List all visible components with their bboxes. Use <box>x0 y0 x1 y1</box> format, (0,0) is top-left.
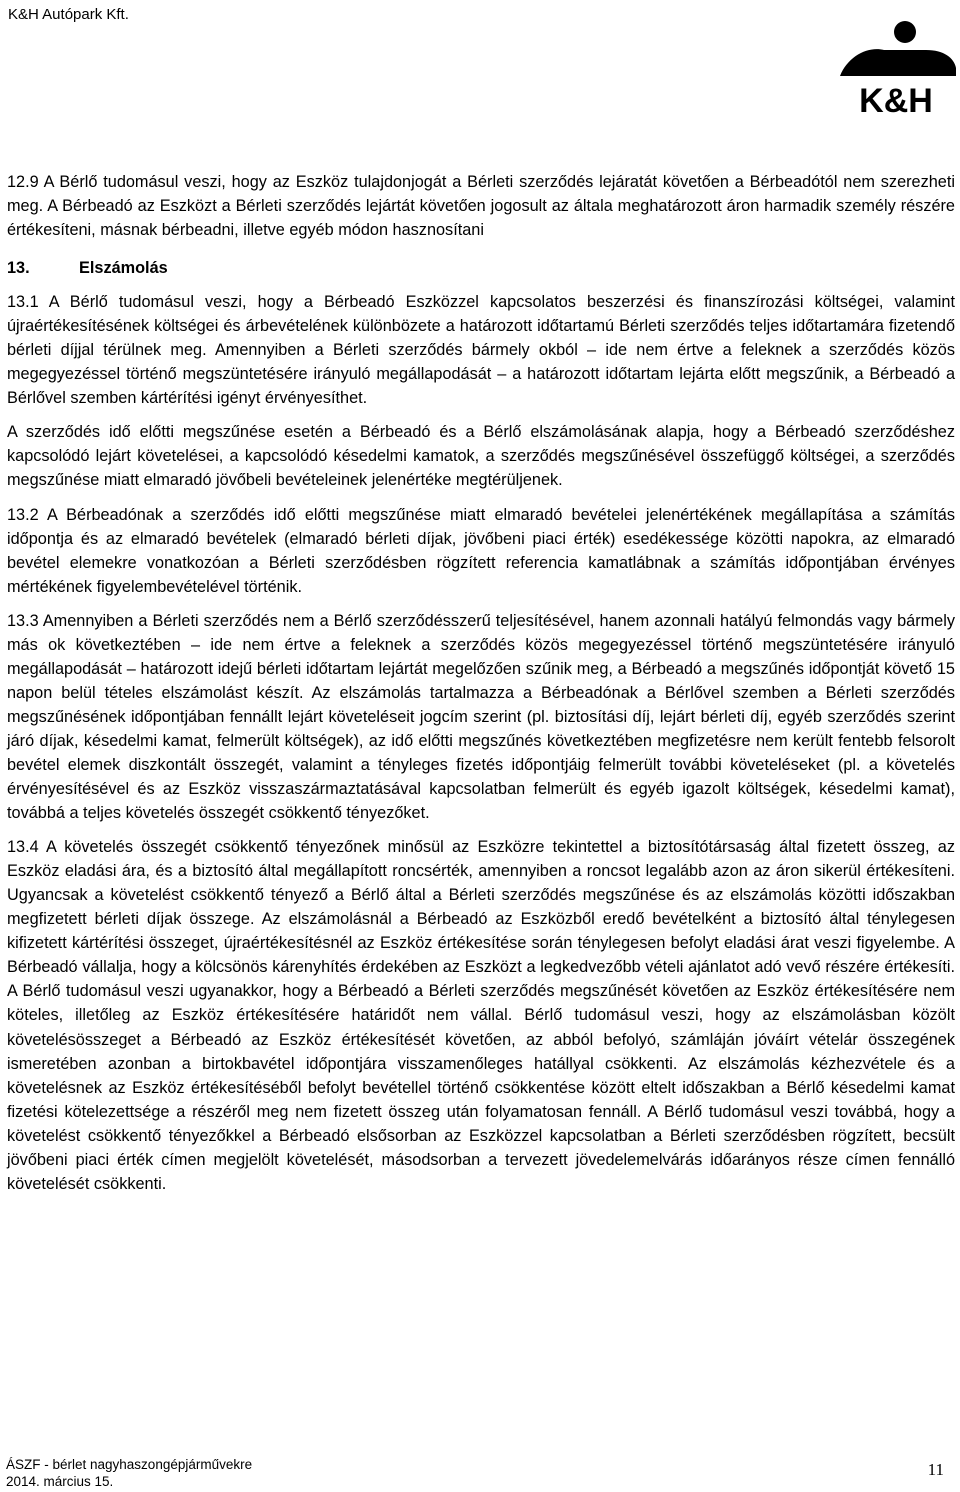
section-13-3: 13.3 Amennyiben a Bérleti szerződés nem a Bérlő szerződésszerű teljesítésével, hanem azonnali hatályú felmondás vagy bármely más ok következtében – ide nem értve a feleknek a szerződés közös megegyezéssel történő megszüntetésére irányuló megállapodását – határozott idejű bérleti időtartam lejártát megelőzően szűnik meg, a Bérbeadó a megszűnés időpontját követő 15 napon belül tételes elszámolást készít. Az elszámolás tartalmazza a Bérbeadónak a Bérlővel szemben a Bérleti szerződés megszűnésének időpontjában fennállt lejárt követeléseit jogcím szerint (pl. biztosítási díj, lejárt bérleti díj, egyéb szerződés szerint járó díjak, késedelmi kamat, felmerült költségek), az idő előtti megszűnés következtében megfizetésre nem került fentebb felsorolt bevétel elemek diszkontált összegét, valamint a tényleges fizetés időpontjáig felmerült további követeléseket (pl. a követelés érvényesítésével és az Eszköz visszaszármaztatásával kapcsolatban felmerült és egyéb igazolt költségek, késedelmi kamat), továbbá a teljes követelés összegét csökkentő tényezőket. <box>7 611 955 823</box>
logo-text: K&H <box>859 82 933 116</box>
company-name: K&H Autópark Kft. <box>8 6 129 23</box>
section-12-9: 12.9 A Bérlő tudomásul veszi, hogy az Eszköz tulajdonjogát a Bérleti szerződés lejáratát követően a Bérbeadótól nem szerezheti meg. A Bérbeadó az Eszközt a Bérleti szerződés lejártát követően jogosult az általa meghatározott áron harmadik személy részére értékesíteni, másnak bérbeadni, illetve egyéb módon hasznosítani <box>7 173 955 240</box>
footer-date: 2014. március 15. <box>6 1474 114 1489</box>
section-13-4: 13.4 A követelés összegét csökkentő tényezőnek minősül az Eszközre tekintettel a biztosítótársaság által fizetett összeg, az Eszköz eladási ára, és a biztosító által megállapított roncsérték, amennyiben a roncsot legalább azon az áron sikerül értékesíteni. Ugyancsak a követelést csökkentő tényező a Bérlő által a Bérleti szerződés megszűnése és az elszámolás közötti időszakban megfizetett bérleti díjak összege. Az elszámolásnál a Bérbeadó az Eszközből eredő bevételként a biztosító által ténylegesen kifizetett kártérítési összeget, újraértékesítésnél az Eszköz értékesítése során ténylegesen befolyt eladási árat veszi figyelembe. A Bérbeadó vállalja, hogy a kölcsönös kárenyhítés érdekében az Eszközt a legkedvezőbb vételi ajánlatot adó vevő részére értékesíti. A Bérlő tudomásul veszi ugyanakkor, hogy a Bérbeadó a Bérleti szerződés megszűnését követően az Eszköz értékesítésére nem köteles, illetőleg az Eszköz értékesítésére határidőt nem vállal. Bérlő tudomásul veszi, hogy az elszámolásban közölt követelésösszeget a Bérbeadó az Eszköz értékesítését követően, az abból befolyó, számláján jóváírt vételár összegének ismeretében azonban a birtokbavétel időpontjára visszamenőleges hatállyal csökkenti. Az elszámolás kézhezvétele és a követelésnek az Eszköz értékesítéséből befolyt bevétellel történő csökkentése között eltelt időszakban a Bérlő késedelmi kamat fizetési kötelezettsége a részéről meg nem fizetett összeg után folyamatosan fennáll. A Bérlő tudomásul veszi továbbá, hogy a követelést csökkentő tényezőkkel a Bérbeadó elsősorban az Eszközzel kapcsolatban a Bérleti szerződésben rögzített, becsült jövőbeni piaci érték címen megjelölt követelését, másodsorban a tervezett jövedelemelvárás időarányos része címen fennálló követelését csökkenti. <box>7 838 955 1193</box>
kh-logo <box>834 20 958 116</box>
section-13-2: 13.2 A Bérbeadónak a szerződés idő előtti megszűnése miatt elmaradó bevételei jelenértékének megállapítása a számítás időpontja és az elmaradó bevételek (elmaradó bérleti díjak, jövőbeni piaci érték) esedékessége közötti napokra, az elmaradó bevétel elemekre vonatkozóan a Bérleti szerződésben rögzített referencia kamatlábnak a számítás időpontjában érvényes mértékének figyelembevételével történik. <box>7 505 955 596</box>
section-13-1: 13.1 A Bérlő tudomásul veszi, hogy a Bérbeadó Eszközzel kapcsolatos beszerzési és finanszírozási költségei, valamint újraértékesítésének költségei és árbevételének különbözete a határozott időtartamú Bérleti szerződés teljes időtartamára fizetendő bérleti díjjal térülnek meg. Amennyiben a Bérleti szerződés bármely okból – ide nem értve a feleknek a szerződés közös megegyezéssel történő megszüntetésére irányuló megállapodását – a határozott időtartam lejárta előtt megszűnik, a Bérbeadó a Bérlővel szemben kártérítési igényt érvényesíthet. <box>7 293 955 408</box>
document-body <box>7 170 955 1196</box>
footer <box>6 1456 252 1490</box>
heading-title: Elszámolás <box>79 259 168 278</box>
section-heading <box>7 256 955 280</box>
footer-doc-title: ÁSZF - bérlet nagyhaszongépjárművekre <box>6 1457 253 1472</box>
paragraph-early-termination: A szerződés idő előtti megszűnése esetén a Bérbeadó és a Bérlő elszámolásának alapja, hogy a Bérbeadó szerződéshez kapcsolódó lejárt követelései, a kapcsolódó késedelmi kamatok, a szerződés megszűnésével összefüggő költségei, a szerződés megszűnése miatt elmaradó jövőbeli bevételeinek jelenértéke megtérüljenek. <box>7 423 955 490</box>
page-number: 11 <box>927 1460 944 1479</box>
heading-number: 13. <box>7 259 30 278</box>
